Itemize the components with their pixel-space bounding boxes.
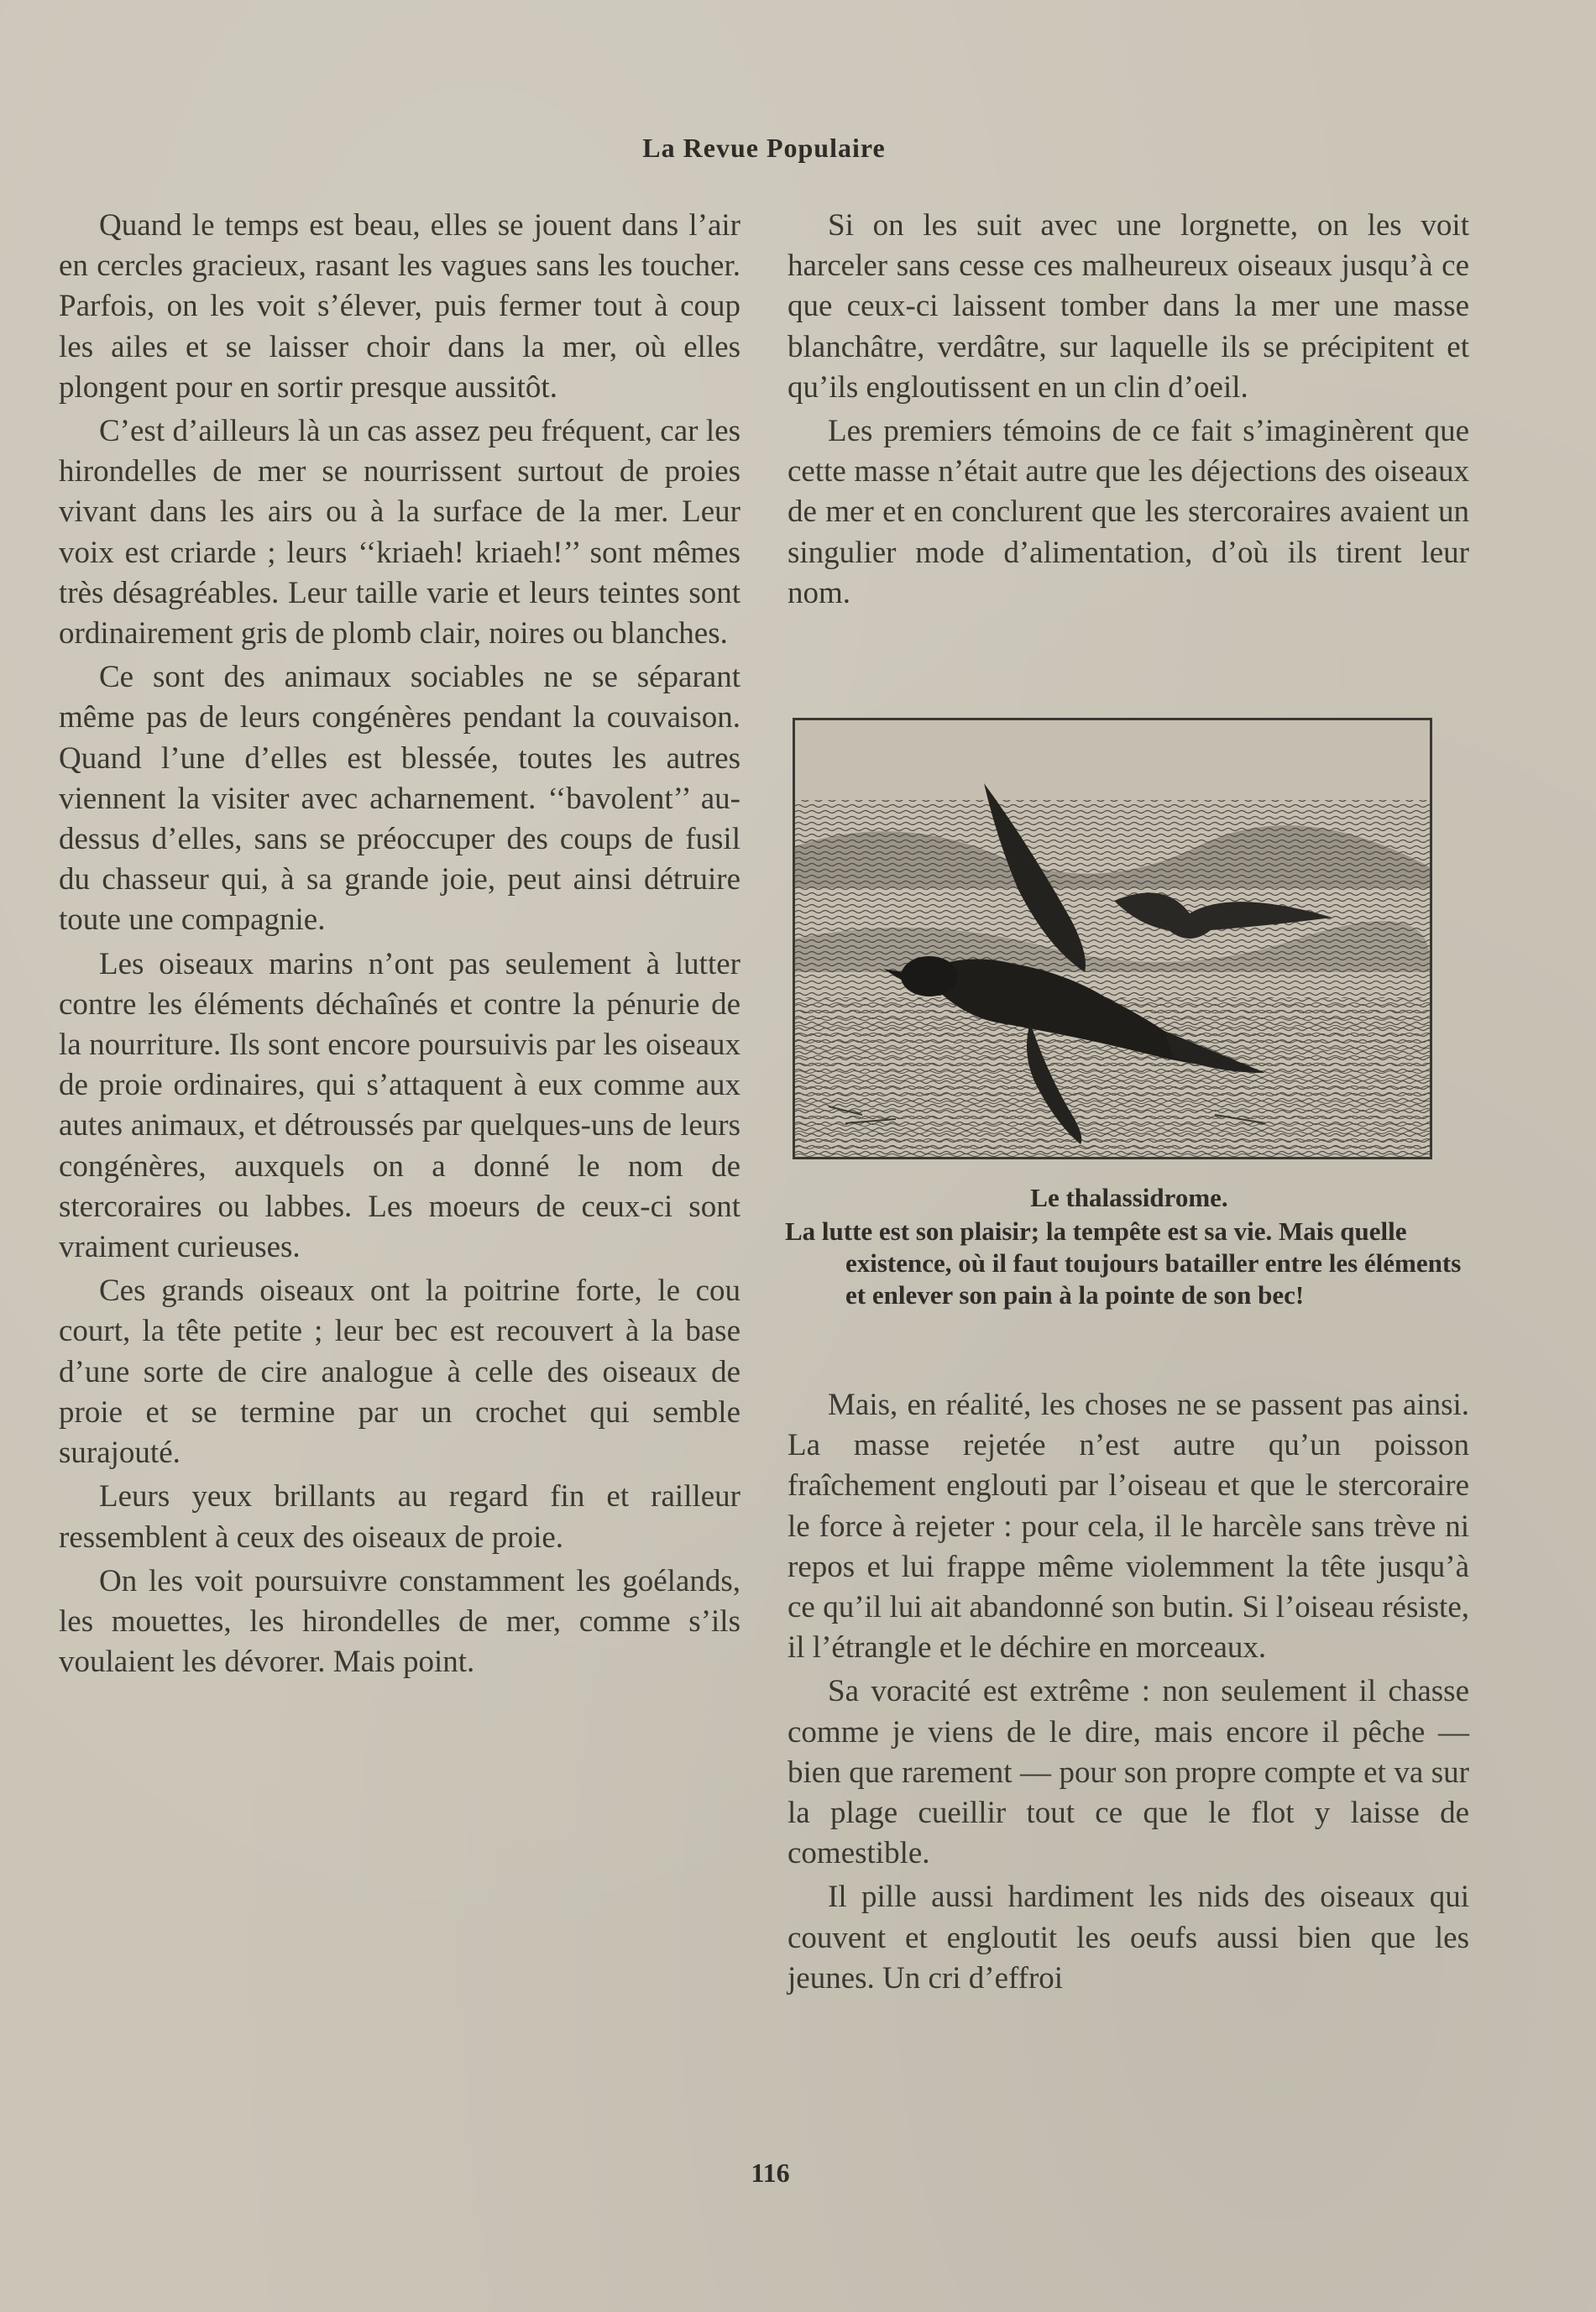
running-title: La Revue Populaire [642, 133, 886, 163]
paragraph: Leurs yeux brillants au regard fin et railleur ressemblent à ceux des oiseaux de proie. [59, 1479, 740, 1555]
paragraph: Les premiers témoins de ce fait s’imaginèrent que cette masse n’était autre que les déjections des oiseaux de mer et en conclurent que les stercoraires avaient un singulier mode d’alimentation, d’où ils tirent leur nom. [788, 414, 1469, 610]
petrel-engraving [795, 720, 1430, 1157]
paragraph: Si on les suit avec une lorgnette, on les voit harceler sans cesse ces malheureux oiseaux jusqu’à ce que ceux-ci laissent tomber dans la mer une masse blanchâtre, verdâtre, sur laquelle ils se précipitent et qu’ils engloutissent en un clin d’oeil. [788, 208, 1469, 405]
paragraph: Les oiseaux marins n’ont pas seulement à lutter contre les éléments déchaînés et contre la pénurie de la nourriture. Ils sont encore poursuivis par les oiseaux de proie ordinaires, qui s’attaquent à eux comme aux autes animaux, et détroussés par quelques-uns de leurs congénères, auxquels on a donné le nom de stercoraires ou labbes. Les moeurs de ceux-ci sont vraiment curieuses. [59, 946, 740, 1265]
page-number: 116 [751, 2158, 790, 2188]
figure-caption [785, 1182, 1473, 1311]
left-column [59, 206, 740, 1686]
right-column-bottom [788, 1385, 1469, 2002]
paragraph: Ce sont des animaux sociables ne se séparant même pas de leurs congénères pendant la couvaison. Quand l’une d’elles est blessée, toutes les autres viennent la visiter avec acharnement. ‘‘bavolent’’ au-dessus d’elles, sans se préoccuper des coups de fusil du chasseur qui, à sa grande joie, peut ainsi détruire toute une compagnie. [59, 660, 740, 938]
paragraph: C’est d’ailleurs là un cas assez peu fréquent, car les hirondelles de mer se nourrissent surtout de proies vivant dans les airs ou à la surface de la mer. Leur voix est criarde ; leurs ‘‘kriaeh! kriaeh!’’ sont mêmes très désagréables. Leur taille varie et leurs teintes sont ordinairement gris de plomb clair, noires ou blanches. [59, 414, 740, 651]
petrel-illustration [793, 718, 1432, 1159]
paragraph: Il pille aussi hardiment les nids des oiseaux qui couvent et engloutit les oeufs aussi bien que les jeunes. Un cri d’effroi [788, 1880, 1469, 1996]
paragraph: Mais, en réalité, les choses ne se passent pas ainsi. La masse rejetée n’est autre qu’un poisson fraîchement englouti par l’oiseau et que le stercoraire le force à rejeter : pour cela, il le harcèle sans trève ni repos et lui frappe même violemment la tête jusqu’à ce qu’il lui ait abandonné son butin. Si l’oiseau résiste, il l’étrangle et le déchire en morceaux. [788, 1388, 1469, 1666]
paragraph: Ces grands oiseaux ont la poitrine forte, le cou court, la tête petite ; leur bec est recouvert à la base d’une sorte de cire analogue à celle des oiseaux de proie et se termine par un crochet qui semble surajouté. [59, 1274, 740, 1471]
caption-title: Le thalassidrome. [1030, 1183, 1228, 1212]
paragraph: On les voit poursuivre constamment les goélands, les mouettes, les hirondelles de mer, comme s’ils voulaient les dévorer. Mais point. [59, 1563, 740, 1680]
paragraph: Sa voracité est extrême : non seulement il chasse comme je viens de le dire, mais encore il pêche — bien que rarement — pour son propre compte et va sur la plage cueillir tout ce que le flot y laisse de comestible. [788, 1674, 1469, 1871]
paragraph: Quand le temps est beau, elles se jouent dans l’air en cercles gracieux, rasant les vagues sans les toucher. Parfois, on les voit s’élever, puis fermer tout à coup les ailes et se laisser choir dans la mer, où elles plongent pour en sortir presque aussitôt. [59, 208, 740, 405]
right-column-top [788, 206, 1469, 617]
caption-body: La lutte est son plaisir; la tempête est sa vie. Mais quelle existence, où il faut toujours batailler entre les éléments et enlever son pain à la pointe de son bec! [785, 1216, 1462, 1310]
